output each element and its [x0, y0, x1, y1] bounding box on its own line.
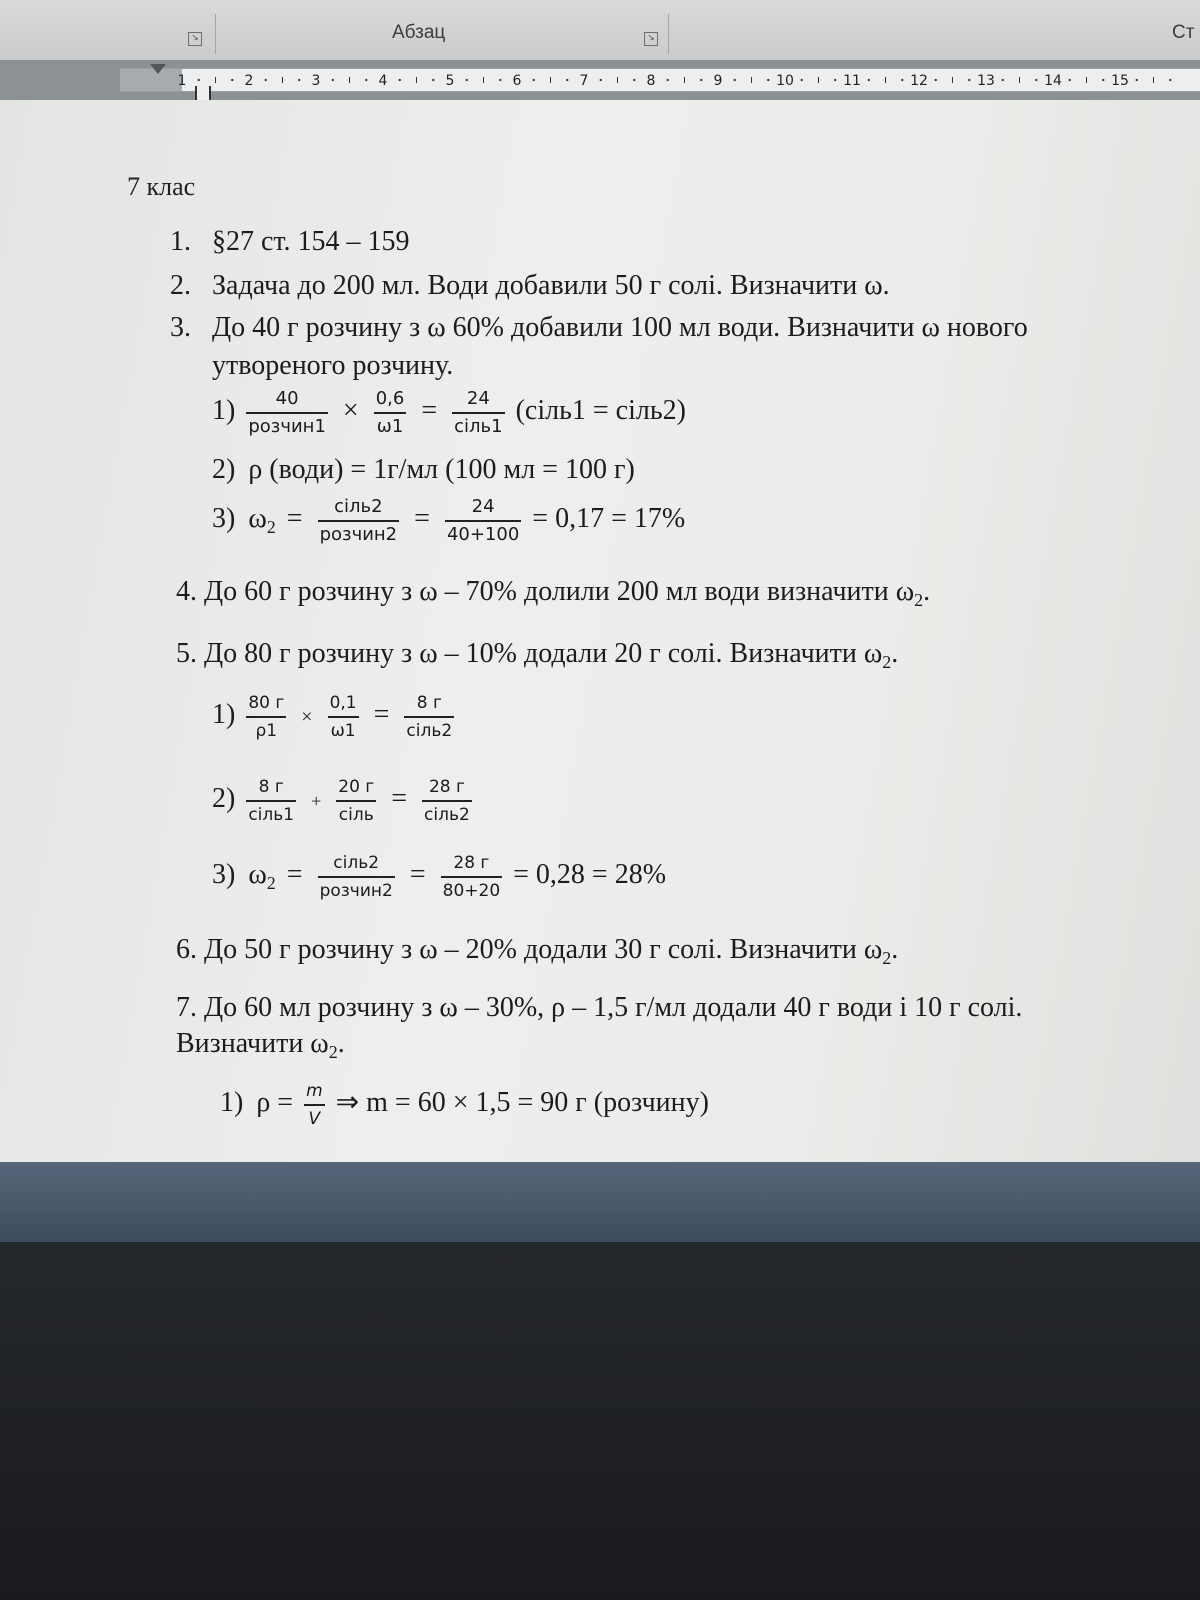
monitor-bezel — [0, 1242, 1200, 1600]
fraction — [246, 388, 328, 438]
step-label: 1) — [220, 1087, 244, 1119]
step-label: 1) — [212, 395, 236, 427]
step-label: 2) — [212, 783, 236, 815]
paragraph-group-label: Абзац — [392, 22, 446, 43]
task-5 — [176, 638, 898, 673]
window-bottom-edge — [0, 1162, 1200, 1242]
operator: + — [311, 791, 322, 812]
subscript: 2 — [266, 873, 276, 894]
task-7-continuation — [176, 1028, 345, 1063]
operator: = — [373, 699, 390, 731]
task-text: Визначити ω — [176, 1028, 329, 1059]
document-heading: 7 клас — [127, 172, 196, 201]
numerator: 40 — [275, 388, 299, 409]
formula-tail: ⇒ m = 60 × 1,5 = 90 г (розчину) — [335, 1087, 709, 1119]
formula-tail: (сіль1 = сіль2) — [515, 395, 686, 427]
fraction — [336, 776, 376, 826]
ruler-number: 14 — [1044, 73, 1062, 89]
list-item-2 — [170, 270, 890, 302]
task-end: . — [923, 576, 931, 607]
task-text: 6. До 50 г розчину з ω – 20% додали 30 г солі. Визначити ω — [176, 934, 883, 965]
operator: = — [286, 859, 303, 891]
ruler-number: 13 — [977, 73, 995, 89]
formula-5-3 — [212, 852, 666, 902]
fraction — [445, 496, 521, 546]
numerator: сіль2 — [334, 496, 383, 517]
numerator: 0,6 — [375, 388, 405, 409]
ruler-number: 8 — [646, 73, 656, 89]
group-separator — [215, 14, 216, 54]
numerator: 28 г — [428, 777, 465, 797]
ruler-number: 10 — [776, 73, 794, 89]
numerator: 28 г — [453, 853, 490, 873]
ruler-number: 1 — [177, 73, 187, 89]
operator: × — [301, 706, 313, 729]
formula-5-1 — [212, 692, 458, 742]
numerator: 24 — [466, 388, 490, 409]
step-label: 2) — [212, 454, 236, 485]
subscript: 2 — [328, 1042, 338, 1062]
fraction — [328, 692, 359, 742]
ribbon — [0, 0, 1200, 61]
step-label: 1) — [212, 699, 236, 731]
numerator: 8 г — [258, 777, 284, 797]
denominator: розчин2 — [319, 523, 398, 545]
list-item-3 — [170, 312, 1028, 344]
denominator: сіль2 — [406, 720, 453, 741]
formula-5-2 — [212, 776, 476, 826]
task-end: . — [337, 1028, 345, 1059]
fraction — [452, 388, 504, 438]
list-item-3-continuation: утвореного розчину. — [212, 350, 454, 381]
ruler-number: 5 — [445, 73, 455, 89]
list-item-1 — [170, 226, 410, 258]
fraction — [318, 496, 400, 546]
operator: = — [286, 503, 303, 535]
denominator: сіль2 — [424, 804, 470, 825]
ruler-ticks — [120, 69, 1200, 91]
fraction — [318, 852, 395, 902]
numerator: 8 г — [416, 693, 442, 713]
task-7: 7. До 60 мл розчину з ω – 30%, ρ – 1,5 г/мл додали 40 г води і 10 г солі. — [176, 992, 1023, 1023]
subscript: 2 — [882, 948, 892, 968]
operator: = — [414, 503, 430, 535]
task-end: . — [891, 638, 899, 669]
denominator: сіль1 — [248, 804, 295, 825]
ruler-number: 4 — [378, 73, 388, 89]
paragraph-dialog-launcher-icon[interactable]: ↘ — [644, 32, 658, 46]
list-text: Задача до 200 мл. Води добавили 50 г солі. Визначити ω. — [212, 270, 890, 301]
formula-7-1 — [220, 1080, 709, 1130]
list-number: 1. — [170, 226, 191, 257]
task-text: 5. До 80 г розчину з ω – 10% додали 20 г солі. Визначити ω — [176, 638, 883, 669]
operator: × — [342, 395, 359, 427]
ruler-number: 11 — [843, 73, 861, 89]
formula-text: ρ (води) = 1г/мл (100 мл = 100 г) — [248, 454, 635, 485]
operator: = — [391, 783, 408, 815]
denominator: V — [308, 1108, 321, 1129]
fraction — [422, 776, 472, 826]
denominator: ρ1 — [255, 720, 278, 741]
list-number: 3. — [170, 312, 191, 343]
group-separator — [668, 14, 669, 54]
ruler-number: 2 — [244, 73, 254, 89]
numerator: 80 г — [248, 693, 285, 713]
denominator: 40+100 — [446, 523, 520, 545]
font-dialog-launcher-icon[interactable]: ↘ — [188, 32, 202, 46]
operator: = — [421, 395, 438, 427]
denominator: 80+20 — [442, 880, 501, 901]
omega-symbol: ω — [248, 859, 267, 891]
first-line-indent-marker[interactable] — [150, 64, 166, 74]
fraction — [304, 1080, 325, 1130]
ruler-number: 6 — [512, 73, 522, 89]
formula-3-1 — [212, 388, 686, 438]
list-text: §27 ст. 154 – 159 — [212, 226, 410, 257]
ruler-number: 15 — [1111, 73, 1129, 89]
operator: = — [409, 859, 426, 891]
fraction — [374, 388, 407, 438]
task-text: 4. До 60 г розчину з ω – 70% долили 200 мл води визначити ω — [176, 576, 915, 607]
denominator: розчин2 — [319, 880, 393, 901]
task-4 — [176, 576, 930, 611]
denominator: сіль — [338, 804, 374, 825]
list-text: До 40 г розчину з ω 60% добавили 100 мл води. Визначити ω нового — [212, 312, 1028, 343]
fraction — [246, 776, 296, 826]
subscript: 2 — [266, 517, 276, 538]
numerator: 24 — [471, 496, 495, 517]
denominator: розчин1 — [248, 415, 326, 437]
subscript: 2 — [882, 652, 892, 672]
subscript: 2 — [914, 590, 924, 610]
numerator: 20 г — [338, 777, 375, 797]
fraction — [404, 692, 454, 742]
formula-lhs: ρ = — [256, 1087, 294, 1119]
numerator: m — [306, 1081, 323, 1101]
horizontal-ruler[interactable] — [120, 68, 1200, 92]
fraction — [246, 692, 286, 742]
formula-3-3 — [212, 496, 685, 546]
formula-tail: = 0,28 = 28% — [513, 859, 667, 891]
omega-symbol: ω — [248, 503, 267, 535]
document-page[interactable] — [0, 100, 1200, 1162]
step-label: 3) — [212, 859, 236, 891]
formula-tail: = 0,17 = 17% — [532, 503, 686, 535]
ruler-number: 9 — [713, 73, 723, 89]
numerator: 0,1 — [329, 693, 357, 713]
numerator: сіль2 — [333, 853, 380, 873]
task-end: . — [891, 934, 899, 965]
denominator: сіль1 — [454, 415, 503, 437]
formula-3-2 — [212, 454, 635, 486]
denominator: ω1 — [330, 720, 356, 741]
fraction — [441, 852, 503, 902]
ruler-number: 3 — [311, 73, 321, 89]
styles-group-label: Ст — [1172, 22, 1195, 43]
ruler-number: 12 — [910, 73, 928, 89]
denominator: ω1 — [376, 415, 404, 437]
list-number: 2. — [170, 270, 191, 301]
ruler-number: 7 — [579, 73, 589, 89]
task-6 — [176, 934, 898, 969]
step-label: 3) — [212, 503, 236, 535]
